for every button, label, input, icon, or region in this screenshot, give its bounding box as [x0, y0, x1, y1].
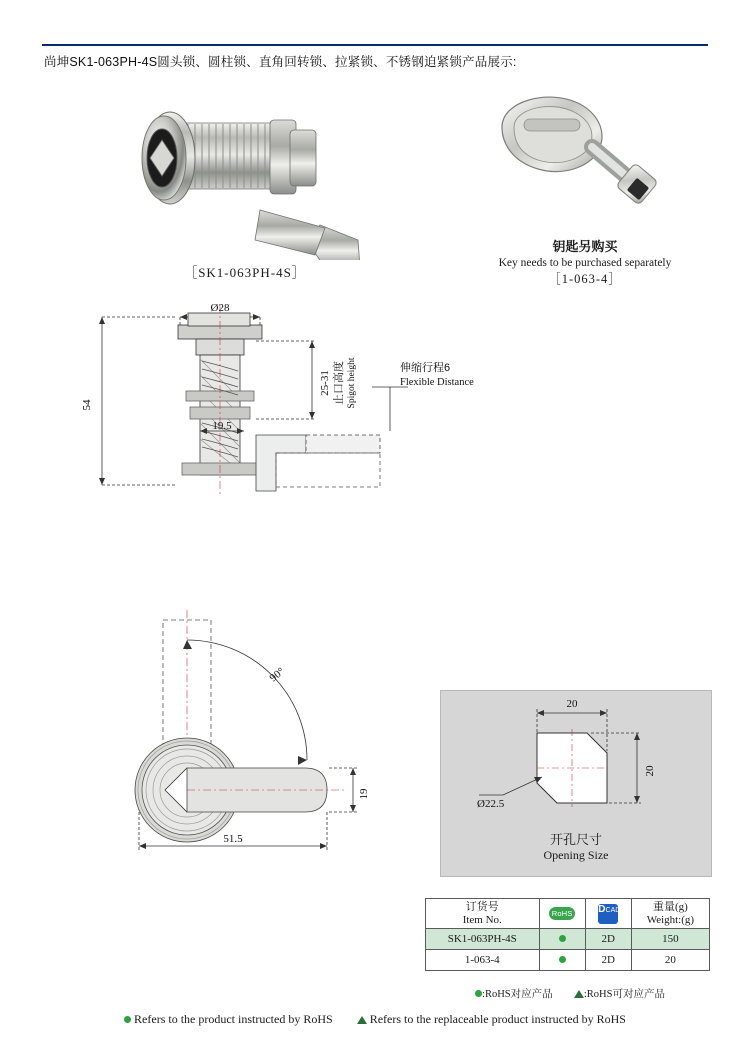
technical-drawing-front-view — [95, 600, 435, 890]
rohs-dot-icon — [559, 935, 566, 942]
cell-item-no: 1-063-4 — [426, 950, 540, 971]
key-note-en: Key needs to be purchased separately — [498, 256, 672, 269]
rohs-icon: RoHS — [549, 907, 575, 920]
th-weight-en: Weight:(g) — [646, 913, 695, 926]
legend-triangle-icon — [574, 990, 584, 998]
cad-icon: DCAD — [598, 904, 618, 924]
th-item-no — [426, 899, 540, 929]
dim-height-54: 54 — [81, 399, 93, 411]
dim-width-19: 19 — [358, 788, 370, 800]
th-item-cn: 订货号 — [465, 901, 499, 913]
header-rule — [42, 44, 708, 46]
th-weight-cn: 重量(g) — [652, 901, 688, 913]
stroke-label-cn: 伸缩行程6 — [400, 362, 451, 374]
key-note-cn: 钥匙另购买 — [552, 239, 618, 254]
stroke-label-en: Flexible Distance — [400, 377, 474, 388]
table-row — [426, 950, 710, 971]
cell-rohs — [539, 929, 585, 950]
spigot-label-cn: 止口高度 — [333, 361, 345, 405]
dim-angle-90: 90° — [267, 665, 287, 685]
product-photo-key — [480, 85, 680, 235]
th-item-en: Item No. — [462, 913, 502, 926]
spec-table — [425, 898, 710, 971]
legend-dot-icon — [475, 990, 482, 997]
th-cad — [585, 899, 631, 929]
opening-dim-right: 20 — [644, 765, 656, 777]
opening-size-panel — [440, 690, 712, 877]
lock-caption: ［SK1-063PH-4S］ — [184, 265, 306, 280]
cad-icon-label: CAD — [605, 907, 621, 915]
footer-legend — [0, 1012, 750, 1027]
table-header-row — [426, 899, 710, 929]
legend-tri-text: :RoHS可对应产品 — [583, 989, 665, 1000]
footer-triangle-icon — [357, 1016, 367, 1024]
dim-diameter-28: Ø28 — [210, 302, 230, 314]
opening-dim-diameter: Ø22.5 — [477, 798, 505, 810]
page-title: 尚坤SK1-063PH-4S圆头锁、圆柱锁、直角回转锁、拉紧锁、不锈钢迫紧锁产品展示: — [44, 55, 517, 69]
cell-weight: 20 — [631, 950, 709, 971]
key-code: ［1-063-4］ — [548, 272, 622, 287]
cell-item-no: SK1-063PH-4S — [426, 929, 540, 950]
table-row — [426, 929, 710, 950]
technical-drawing-side-view — [60, 295, 530, 535]
key-caption — [460, 238, 710, 288]
th-weight — [631, 899, 709, 929]
dim-body-19-5: 19.5 — [212, 420, 232, 432]
cell-rohs — [539, 950, 585, 971]
opening-size-label — [441, 832, 711, 864]
footer-left-text: Refers to the product instructed by RoHS — [134, 1012, 333, 1026]
product-photo-lock — [110, 90, 370, 250]
rohs-dot-icon — [559, 956, 566, 963]
spigot-label-en: Spigot height — [347, 357, 357, 409]
opening-label-en: Opening Size — [543, 848, 609, 863]
dim-length-51-5: 51.5 — [223, 833, 243, 845]
table-legend — [425, 986, 715, 1001]
cell-weight: 150 — [631, 929, 709, 950]
th-rohs — [539, 899, 585, 929]
legend-dot-text: :RoHS对应产品 — [482, 989, 553, 1000]
cell-cad: 2D — [585, 929, 631, 950]
dim-spigot-value: 25-31 — [319, 370, 331, 396]
footer-dot-icon — [124, 1016, 131, 1023]
footer-right-text: Refers to the replaceable product instructed by RoHS — [369, 1012, 626, 1026]
opening-dim-top: 20 — [566, 698, 578, 710]
cell-cad: 2D — [585, 950, 631, 971]
opening-label-cn: 开孔尺寸 — [549, 831, 602, 847]
